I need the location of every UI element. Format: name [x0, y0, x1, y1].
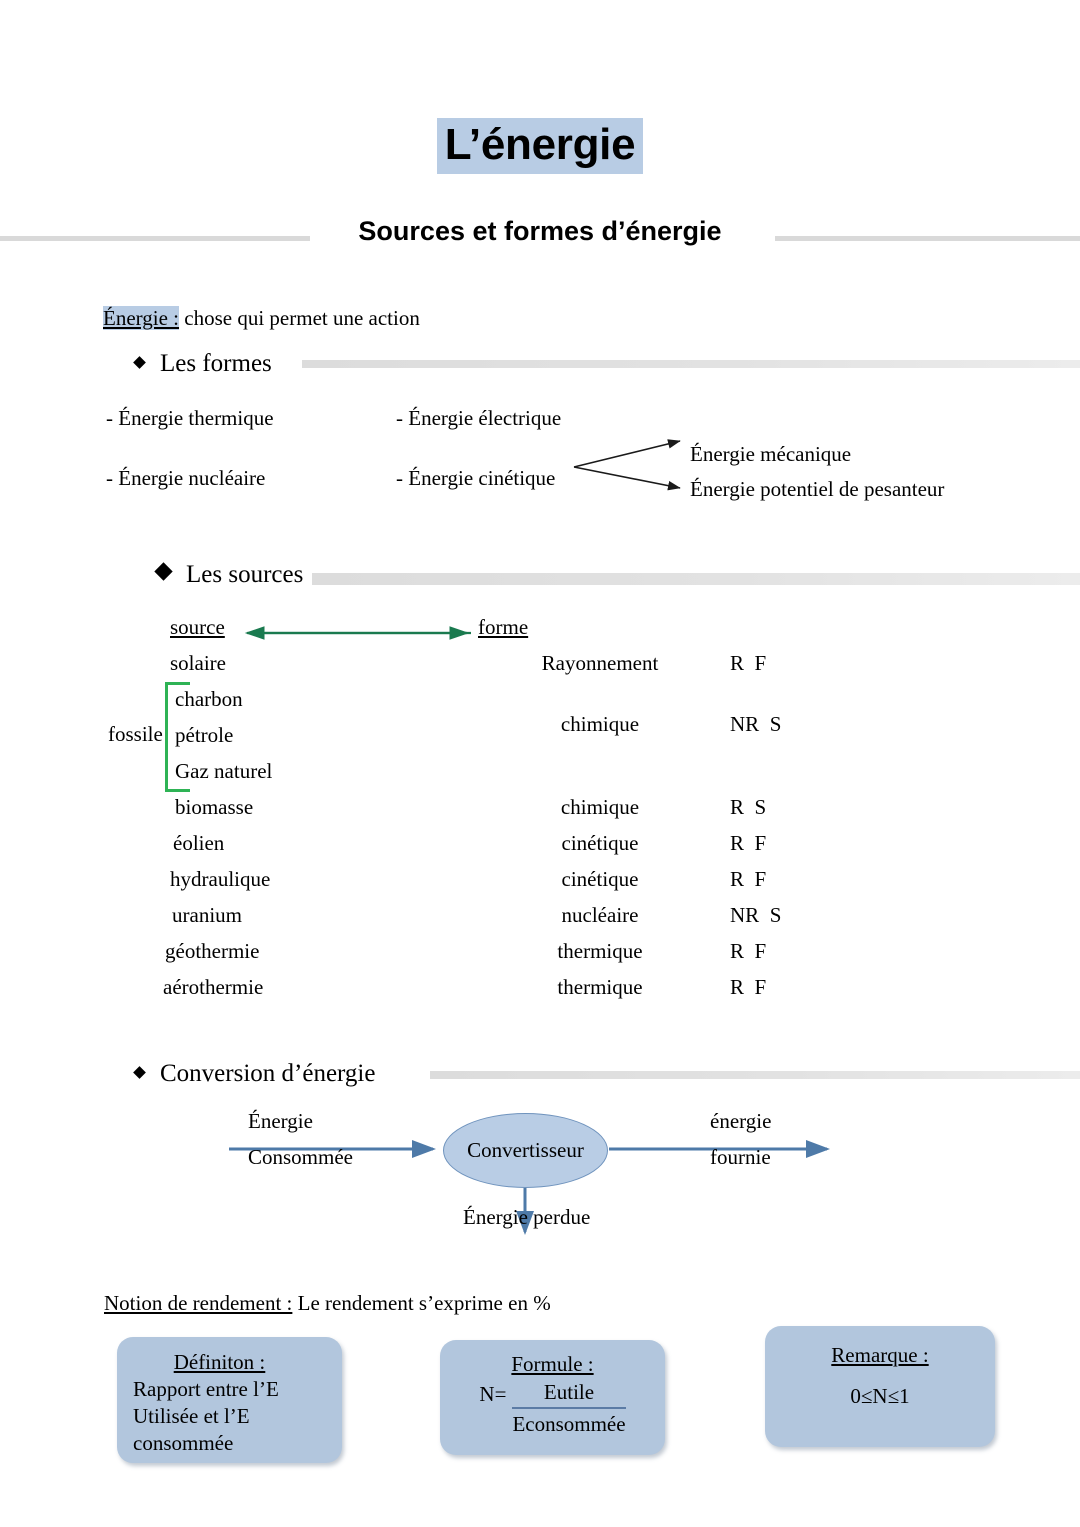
rendement-line: [104, 1291, 551, 1316]
table-cell-forme: nucléaire: [561, 903, 639, 927]
flag-renewable: NR: [730, 712, 760, 736]
branch-arrows-icon: [570, 432, 700, 502]
info-box-remarque: [765, 1326, 995, 1447]
table-cell-flags: [730, 795, 910, 820]
info-box-formule: [440, 1340, 665, 1455]
table-cell-forme: cinétique: [561, 831, 639, 855]
page-subtitle: Sources et formes d’énergie: [358, 216, 722, 246]
column-header-source: source: [170, 615, 225, 639]
conversion-diagram: [215, 1100, 855, 1245]
diamond-bullet-icon: [133, 1066, 146, 1079]
form-branch-mecanique: Énergie mécanique: [690, 442, 852, 466]
form-item-nucleaire: - Énergie nucléaire: [106, 466, 266, 490]
form-item-electrique: - Énergie électrique: [396, 406, 562, 430]
flag-renewable: NR: [730, 903, 760, 927]
sources-table: [163, 615, 930, 1015]
table-cell-forme: thermique: [557, 975, 643, 999]
diamond-bullet-icon: [154, 562, 172, 580]
flag-state: F: [754, 831, 767, 855]
fossile-group-label: fossile: [108, 722, 163, 746]
section-bar-conversion: [430, 1071, 1080, 1079]
flag-state: F: [754, 939, 767, 963]
table-row: uranium: [172, 903, 242, 927]
table-row: géothermie: [165, 939, 260, 963]
converter-label: Convertisseur: [467, 1138, 584, 1162]
table-cell-flags: [730, 903, 910, 928]
diamond-bullet-icon: [133, 356, 146, 369]
table-cell-flags: [730, 867, 910, 892]
flag-state: S: [754, 795, 767, 819]
formula-denominator: Econsommée: [512, 1411, 626, 1436]
info-box-definition-line3: consommée: [133, 1430, 234, 1455]
table-cell-forme: Rayonnement: [541, 651, 659, 675]
definition-term: Énergie :: [103, 306, 180, 330]
section-heading-sources-label: Les sources: [186, 561, 304, 588]
flag-state: F: [754, 975, 767, 999]
flag-state: F: [754, 867, 767, 891]
flag-renewable: R: [730, 831, 745, 855]
section-heading-formes-label: Les formes: [160, 350, 272, 377]
section-heading-sources: [157, 561, 303, 589]
table-cell-flags: [730, 975, 910, 1000]
formula-fraction: [512, 1379, 625, 1438]
flag-renewable: R: [730, 867, 745, 891]
conversion-input-label-2: Consommée: [248, 1145, 353, 1169]
formula-numerator: Eutile: [512, 1379, 625, 1409]
form-branch-potentiel: Énergie potentiel de pesanteur: [690, 477, 945, 501]
section-bar-sources: [312, 573, 1080, 585]
fossile-group-bracket: [165, 682, 190, 792]
table-cell-forme: chimique: [560, 712, 640, 736]
table-row: pétrole: [175, 723, 234, 747]
section-bar-formes: [302, 360, 1080, 368]
flag-state: S: [769, 903, 782, 927]
info-box-definition-title: Définiton :: [173, 1350, 266, 1374]
table-cell-flags: [730, 831, 910, 856]
converter-node: [443, 1113, 608, 1188]
table-cell-forme: cinétique: [561, 867, 639, 891]
section-heading-formes: [135, 350, 272, 378]
form-item-cinetique: - Énergie cinétique: [396, 466, 556, 490]
info-box-definition-line2: Utilisée et l’E: [133, 1403, 250, 1428]
page-title: L’énergie: [437, 118, 644, 174]
info-box-formule-title: Formule :: [511, 1352, 594, 1376]
conversion-output-label-1: énergie: [710, 1109, 772, 1133]
bidirectional-arrow-icon: [235, 623, 485, 643]
rendement-text: Le rendement s’exprime en %: [292, 1291, 551, 1315]
table-row: biomasse: [175, 795, 254, 819]
flag-renewable: R: [730, 975, 745, 999]
table-row: charbon: [175, 687, 243, 711]
definition-line: [103, 306, 420, 331]
table-row: aérothermie: [163, 975, 264, 999]
section-heading-conversion: [135, 1060, 375, 1088]
table-row: éolien: [173, 831, 225, 855]
column-header-forme: forme: [478, 615, 529, 639]
table-cell-flags: [730, 651, 910, 676]
formula-expression: [448, 1379, 657, 1438]
definition-text: chose qui permet une action: [179, 306, 420, 330]
section-heading-conversion-label: Conversion d’énergie: [160, 1060, 376, 1087]
table-cell-forme: chimique: [560, 795, 640, 819]
flag-state: S: [769, 712, 782, 736]
conversion-output-label-2: fournie: [710, 1145, 771, 1169]
conversion-loss-label: Énergie perdue: [463, 1205, 591, 1229]
table-cell-forme: thermique: [557, 939, 643, 963]
conversion-input-label-1: Énergie: [248, 1109, 313, 1133]
form-item-thermique: - Énergie thermique: [106, 406, 274, 430]
table-cell-flags: [730, 939, 910, 964]
info-box-definition-line1: Rapport entre l’E: [133, 1376, 279, 1401]
table-row: Gaz naturel: [175, 759, 273, 783]
formula-lhs: N=: [479, 1381, 507, 1406]
title-container: [0, 118, 1080, 174]
info-box-definition: [117, 1337, 342, 1463]
flag-renewable: R: [730, 939, 745, 963]
table-row: hydraulique: [170, 867, 271, 891]
table-cell-flags: [730, 712, 910, 737]
flag-renewable: R: [730, 795, 745, 819]
rendement-term: Notion de rendement :: [104, 1291, 293, 1315]
info-box-remarque-title: Remarque :: [831, 1343, 929, 1367]
table-row: solaire: [170, 651, 226, 675]
info-box-remarque-value: 0≤N≤1: [850, 1383, 910, 1408]
flag-state: F: [754, 651, 767, 675]
flag-renewable: R: [730, 651, 745, 675]
